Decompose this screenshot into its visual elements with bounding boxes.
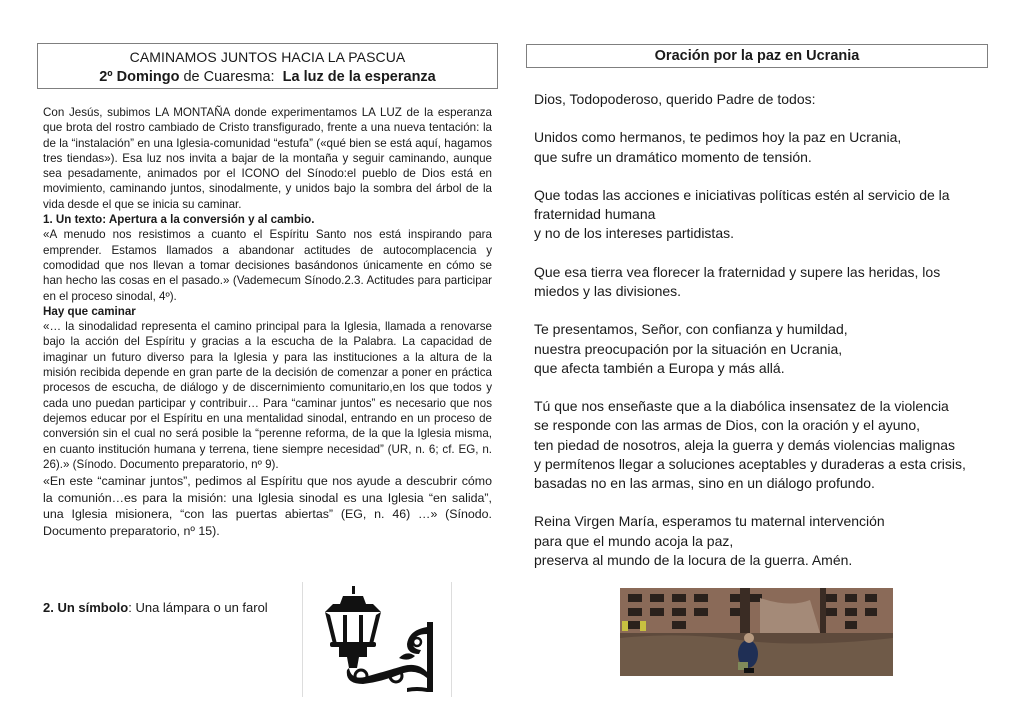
prayer-line: preserva al mundo de la locura de la guerra. Amén.: [534, 551, 853, 568]
prayer-line: ten piedad de nosotros, aleja la guerra y demás violencias malignas: [534, 436, 956, 453]
prayer-line: Unidos como hermanos, te pedimos hoy la paz en Ucrania,: [534, 129, 902, 146]
prayer-paragraph-4: [534, 263, 984, 301]
right-header-box: [526, 44, 988, 68]
subtitle-bold-sunday: 2º Domingo: [99, 69, 180, 85]
prayer-body: [534, 90, 984, 570]
prayer-line: basadas no en las armas, sino en un diálogo profundo.: [534, 474, 875, 491]
quote-sinodalidad: «… la sinodalidad representa el camino principal para la Iglesia, llamada a renovarse bajo la acción del Espíritu y gracias a la escucha de la Palabra. La capacidad de imaginar un futuro diverso para la Iglesia y para las instituciones a la altura de la misión recibida depende en gran parte de la decisión de comenzar a poner en práctica procesos de escucha, de diálogo y de discernimiento comunitario,en los que todos y cada uno puedan participar y contribuir… Para “caminar juntos” es necesario que nos dejemos educar por el Espíritu en una mentalidad sinodal, entrando en un proceso de conversión sin el cual no será posible la “perenne reforma, de la que la Iglesia misma, en cuanto institución humana y terrena, tiene siempre necesidad” (UR, n. 6; cf. EG, n. 26).» (Sínodo. Documento preparatorio, nº 9).: [43, 320, 492, 471]
symbol-label: 2. Un símbolo: [43, 600, 129, 615]
section1-quote: «A menudo nos resistimos a cuanto el Espíritu Santo nos está inspirando para emprender. Estamos llamados a abandonar actitudes de autocomplacencia y comodidad que nos llevan a tomar decisiones basándonos únicamente en cómo se han hecho las cosas en el pasado.» (Vademecum Sínodo.2.3. Actitudes para participar en el proceso sinodal, 4º).: [43, 228, 492, 303]
prayer-paragraph-2: [534, 128, 984, 166]
prayer-line: miedos y las divisiones.: [534, 282, 682, 299]
prayer-line: Te presentamos, Señor, con confianza y humildad,: [534, 321, 848, 338]
prayer-line: Tú que nos enseñaste que a la diabólica insensatez de la violencia: [534, 398, 949, 415]
prayer-line: para que el mundo acoja la paz,: [534, 532, 734, 549]
subheading-hay-que-caminar: Hay que caminar: [43, 304, 136, 318]
symbol-text: : Una lámpara o un farol: [128, 600, 268, 615]
prayer-line: y no de los intereses partidistas.: [534, 225, 734, 242]
ruined-building-image: [620, 588, 893, 676]
intro-paragraph: Con Jesús, subimos LA MONTAÑA donde experimentamos LA LUZ de la esperanza que brota del rostro cambiado de Cristo transfigurado, frente a una nueva tentación: la de la “instalación” en una Iglesia-comunidad “estufa” («qué bien se está aquí, hagamos tres tiendas»). Esa luz nos invita a bajar de la montaña y seguir caminando, aunque sea pesadamente, animados por el ICONO del Sínodo:el pueblo de Dios está en movimiento, caminando juntos, sinodalmente, y unidos bajo la sombra del árbol de la vida desde el que se inicia su caminar.: [43, 106, 492, 211]
left-body-text: [43, 105, 492, 540]
prayer-line: nuestra preocupación por la situación en Ucrania,: [534, 340, 843, 357]
prayer-paragraph-1: [534, 90, 984, 109]
prayer-line: y permítenos llegar a soluciones aceptables y duraderas a esta crisis,: [534, 455, 966, 472]
section1-heading: 1. Un texto: Apertura a la conversión y al cambio.: [43, 213, 315, 227]
prayer-line: fraternidad humana: [534, 206, 656, 223]
quote-caminar-juntos: «En este “caminar juntos”, pedimos al Espíritu que nos ayude a descubrir cómo la comunión…es para la misión: una Iglesia sinodal es una Iglesia “en salida”, una Iglesia misionera, “con las puertas abiertas” (EG, n. 46) …» (Sínodo. Documento preparatorio, nº 15).: [43, 474, 492, 538]
symbol-line: [43, 600, 268, 616]
left-title: CAMINAMOS JUNTOS HACIA LA PASCUA: [129, 49, 406, 65]
prayer-line: Dios, Todopoderoso, querido Padre de todos:: [534, 91, 816, 107]
left-subtitle: [38, 67, 497, 87]
prayer-title: Oración por la paz en Ucrania: [654, 48, 860, 64]
prayer-line: Que todas las acciones e iniciativas políticas estén al servicio de la: [534, 186, 950, 203]
prayer-paragraph-6: [534, 397, 984, 493]
prayer-line: que afecta también a Europa y más allá.: [534, 359, 785, 376]
prayer-line: Que esa tierra vea florecer la fraternidad y supere las heridas, los: [534, 263, 941, 280]
prayer-line: que sufre un dramático momento de tensión.: [534, 148, 812, 165]
subtitle-bold-theme: La luz de la esperanza: [282, 69, 436, 85]
war-destroyed-building-photo: [620, 588, 893, 676]
prayer-line: Reina Virgen María, esperamos tu maternal intervención: [534, 513, 885, 530]
street-lamp-icon: [303, 582, 451, 697]
prayer-paragraph-5: [534, 320, 984, 378]
prayer-paragraph-7: [534, 512, 984, 570]
street-lamp-image: [302, 582, 452, 697]
subtitle-plain: de Cuaresma:: [179, 69, 283, 85]
left-header-box: [37, 43, 498, 89]
prayer-paragraph-3: [534, 186, 984, 244]
prayer-line: se responde con las armas de Dios, con la oración y el ayuno,: [534, 417, 920, 434]
